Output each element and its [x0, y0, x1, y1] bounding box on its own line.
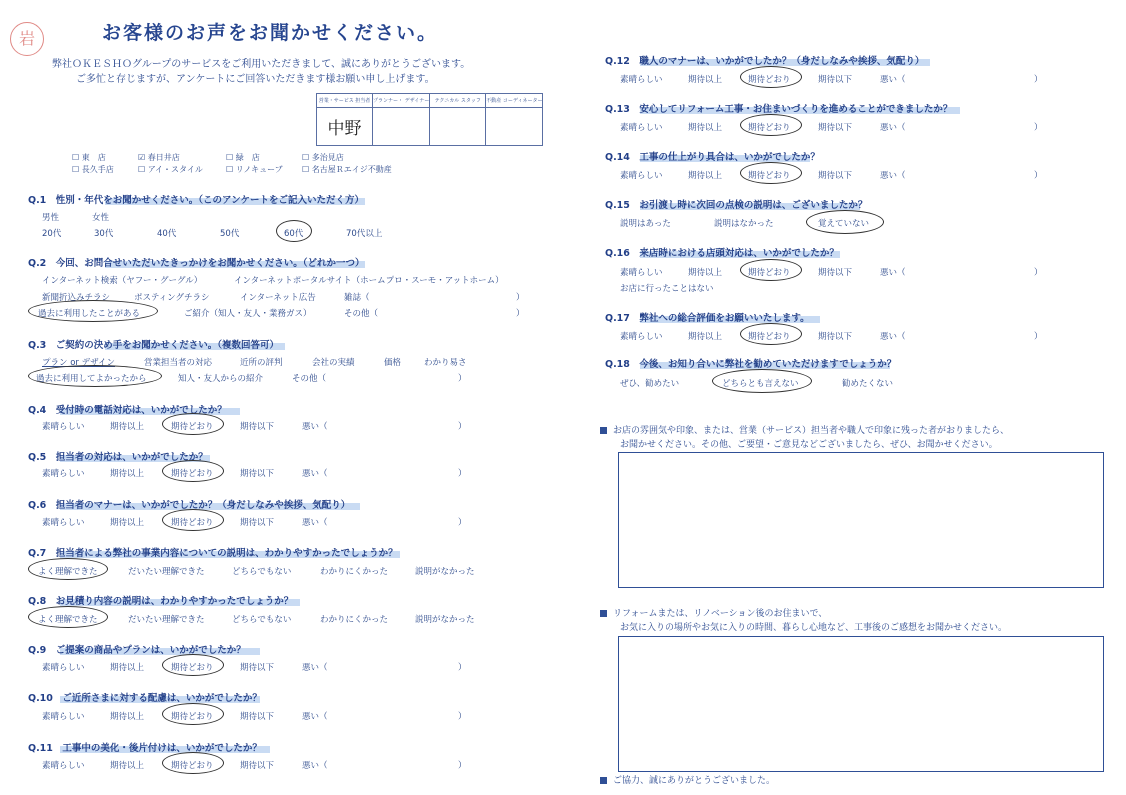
option[interactable]: 悪い（: [302, 712, 328, 722]
option[interactable]: 素晴らしい: [42, 518, 85, 528]
option[interactable]: 説明がなかった: [415, 567, 475, 577]
selection-circle: [162, 509, 224, 531]
store-checkbox[interactable]: ☐ 名古屋Ｒエイジ不動産: [302, 165, 392, 174]
option-selected[interactable]: 期待どおり: [171, 663, 214, 673]
selection-circle: [162, 654, 224, 676]
option[interactable]: 説明はなかった: [714, 219, 774, 229]
paren-close: ）: [458, 663, 467, 673]
q12-heading: Q.12 職人のマナーは、いかがでしたか？（身だしなみや挨拶、気配り）: [605, 56, 925, 67]
option-selected[interactable]: 期待どおり: [171, 712, 214, 722]
option[interactable]: ぜひ、勧めたい: [620, 379, 680, 389]
option[interactable]: 悪い（: [880, 268, 906, 278]
staff-header: 不動産 コーディネーター: [486, 94, 543, 108]
option[interactable]: 期待以下: [818, 123, 853, 133]
option[interactable]: ポスティングチラシ: [134, 293, 210, 303]
paren-close: ）: [516, 293, 525, 303]
option[interactable]: 期待以上: [688, 123, 723, 133]
option[interactable]: インターネットポータルサイト（ホームプロ・スーモ・アットホーム）: [234, 276, 504, 286]
staff-header: プランナー・ デザイナー: [373, 94, 430, 108]
option[interactable]: わかり易さ: [424, 358, 467, 368]
option-selected[interactable]: 覚えていない: [818, 219, 870, 229]
option-selected[interactable]: よく理解できた: [38, 615, 98, 625]
selection-circle: [806, 210, 884, 234]
option[interactable]: 説明はあった: [620, 219, 671, 229]
option[interactable]: だいたい理解できた: [128, 615, 205, 625]
q11-heading: Q.11 工事中の美化・後片付けは、いかがでしたか？: [28, 743, 262, 754]
selection-circle: [712, 369, 812, 393]
q9-heading: Q.9 ご提案の商品やプランは、いかがでしたか？: [28, 645, 246, 656]
store-checkbox[interactable]: ☐ 多治見店: [302, 153, 344, 162]
square-bullet-icon: [600, 427, 607, 434]
square-bullet-icon: [600, 610, 607, 617]
option[interactable]: その他（: [344, 309, 379, 319]
option[interactable]: 悪い（: [302, 518, 328, 528]
seal-stamp: 岩: [10, 22, 44, 56]
option[interactable]: 悪い（: [302, 422, 328, 432]
paren-close: ）: [1034, 123, 1043, 133]
option[interactable]: 悪い（: [302, 663, 328, 673]
option[interactable]: 素晴らしい: [42, 663, 85, 673]
option[interactable]: 期待以下: [240, 422, 275, 432]
q1-heading: Q.1 性別・年代をお聞かせください。（このアンケートをご記入いただく方）: [28, 195, 364, 206]
store-checkbox[interactable]: ☐ リノキューブ: [226, 165, 283, 174]
option[interactable]: 素晴らしい: [620, 268, 663, 278]
option[interactable]: 期待以下: [240, 761, 275, 771]
square-bullet-icon: [600, 777, 607, 784]
option[interactable]: 期待以下: [240, 469, 275, 479]
staff-cell[interactable]: [373, 108, 430, 146]
option[interactable]: 期待以下: [818, 171, 853, 181]
paren-close: ）: [458, 518, 467, 528]
option[interactable]: 70代以上: [346, 229, 383, 239]
paren-close: ）: [1034, 171, 1043, 181]
option[interactable]: 素晴らしい: [620, 332, 663, 342]
store-checkbox[interactable]: ☐ アイ・スタイル: [138, 165, 203, 174]
option-selected[interactable]: 過去に利用したことがある: [38, 309, 141, 319]
intro-line-2: ご多忙と存じますが、アンケートにご回答いただきます様お願い申し上げます。: [76, 74, 435, 85]
selection-circle: [28, 300, 158, 322]
store-checkbox[interactable]: ☐ 東 店: [72, 153, 106, 162]
option[interactable]: 期待以下: [818, 332, 853, 342]
option[interactable]: 期待以下: [818, 268, 853, 278]
option[interactable]: インターネット広告: [240, 293, 316, 303]
selection-circle: [162, 752, 224, 774]
option[interactable]: 40代: [157, 229, 177, 239]
free-comment-box-1[interactable]: [618, 452, 1104, 588]
selection-circle: [28, 365, 162, 387]
free-comment-box-2[interactable]: [618, 636, 1104, 772]
option[interactable]: 素晴らしい: [620, 123, 663, 133]
free2-prompt-1: リフォームまたは、リノベーション後のお住まいで、: [600, 606, 827, 619]
selection-circle: [740, 323, 802, 345]
staff-header: 営業・サービス 担当者: [317, 94, 373, 108]
option[interactable]: インターネット検索（ヤフー・グーグル）: [42, 276, 203, 286]
selection-circle: [740, 259, 802, 281]
q18-heading: Q.18 今後、お知り合いに弊社を勧めていただけますでしょうか？: [605, 359, 897, 370]
q16-heading: Q.16 来店時における店頭対応は、いかがでしたか？: [605, 248, 839, 259]
q3-heading: Q.3 ご契約の決め手をお聞かせください。（複数回答可）: [28, 340, 280, 351]
option[interactable]: ご紹介（知人・友人・業務ガス）: [184, 309, 312, 319]
option[interactable]: 期待以下: [240, 663, 275, 673]
option[interactable]: 期待以下: [818, 75, 853, 85]
option[interactable]: 悪い（: [880, 332, 906, 342]
option-selected[interactable]: 期待どおり: [171, 518, 214, 528]
intro-line-1: 弊社ＯＫＥＳＨＯグループのサービスをご利用いただきまして、誠にありがとうございます。: [52, 59, 471, 70]
staff-table: [316, 93, 543, 146]
option[interactable]: お店に行ったことはない: [620, 284, 714, 294]
option[interactable]: 悪い（: [302, 469, 328, 479]
option[interactable]: 50代: [220, 229, 240, 239]
option[interactable]: 説明がなかった: [415, 615, 475, 625]
free1-prompt-1: お店の雰囲気や印象、または、営業（サービス）担当者や職人で印象に残った者がおりましたら、: [600, 423, 1009, 436]
option-selected[interactable]: 期待どおり: [748, 123, 791, 133]
option-selected[interactable]: どちらとも言えない: [722, 379, 799, 389]
option-selected[interactable]: 期待どおり: [748, 332, 791, 342]
staff-cell[interactable]: [430, 108, 486, 146]
q7-heading: Q.7 担当者による弊社の事業内容についての説明は、わかりやすかったでしょうか？: [28, 548, 398, 559]
paren-close: ）: [458, 712, 467, 722]
option[interactable]: 勧めたくない: [842, 379, 894, 389]
paren-close: ）: [1034, 332, 1043, 342]
option[interactable]: 悪い（: [302, 761, 328, 771]
option[interactable]: わかりにくかった: [320, 567, 389, 577]
selection-circle: [28, 606, 108, 628]
free2-prompt-2: お気に入りの場所やお気に入りの時間、暮らし心地など、工事後のご感想をお聞かせください。: [620, 623, 1008, 633]
option[interactable]: 女性: [92, 213, 110, 223]
option-selected[interactable]: 期待どおり: [171, 469, 214, 479]
staff-header: テクニカル スタッフ: [430, 94, 486, 108]
option[interactable]: 期待以上: [110, 712, 145, 722]
option[interactable]: どちらでもない: [232, 567, 292, 577]
option[interactable]: 期待以上: [688, 268, 723, 278]
option[interactable]: 期待以上: [110, 518, 145, 528]
thanks-line: ご協力、誠にありがとうございました。: [600, 773, 775, 786]
q13-heading: Q.13 安心してリフォーム工事・お住まいづくりを進めることができましたか？: [605, 104, 953, 115]
q17-heading: Q.17 弊社への総合評価をお願いいたします。: [605, 313, 810, 324]
paren-close: ）: [458, 422, 467, 432]
option[interactable]: 素晴らしい: [42, 761, 85, 771]
option[interactable]: 期待以上: [110, 422, 145, 432]
selection-circle: [276, 220, 312, 242]
q8-heading: Q.8 お見積り内容の説明は、わかりやすかったでしょうか？: [28, 596, 294, 607]
option[interactable]: 営業担当者の対応: [144, 358, 213, 368]
option[interactable]: プラン or デザイン: [42, 358, 116, 368]
store-checkbox[interactable]: ☑ 春日井店: [138, 153, 180, 162]
selection-circle: [740, 162, 802, 184]
option[interactable]: 素晴らしい: [620, 171, 663, 181]
option-selected[interactable]: 期待どおり: [171, 761, 214, 771]
option[interactable]: 期待以上: [688, 75, 723, 85]
q15-heading: Q.15 お引渡し時に次回の点検の説明は、ございましたか？: [605, 200, 868, 211]
option[interactable]: 素晴らしい: [42, 422, 85, 432]
option[interactable]: 悪い（: [880, 171, 906, 181]
option[interactable]: 知人・友人からの紹介: [178, 374, 264, 384]
option[interactable]: 素晴らしい: [620, 75, 663, 85]
option[interactable]: だいたい理解できた: [128, 567, 205, 577]
paren-close: ）: [458, 761, 467, 771]
option-selected[interactable]: よく理解できた: [38, 567, 98, 577]
staff-cell[interactable]: [486, 108, 543, 146]
option[interactable]: 期待以上: [110, 663, 145, 673]
selection-circle: [162, 413, 224, 435]
option[interactable]: 近所の評判: [240, 358, 283, 368]
q5-heading: Q.5 担当者の対応は、いかがでしたか？: [28, 452, 208, 463]
option-selected[interactable]: 期待どおり: [748, 75, 791, 85]
q14-heading: Q.14 工事の仕上がり具合は、いかがでしたか？: [605, 152, 820, 163]
option-selected[interactable]: 期待どおり: [171, 422, 214, 432]
free1-prompt-2: お聞かせください。その他、ご要望・ご意見などございましたら、ぜひ、お聞かせください。: [620, 440, 998, 450]
option[interactable]: 期待以下: [240, 712, 275, 722]
paren-close: ）: [1034, 268, 1043, 278]
option[interactable]: 20代: [42, 229, 62, 239]
option-selected[interactable]: 期待どおり: [748, 171, 791, 181]
option[interactable]: 悪い（: [880, 123, 906, 133]
selection-circle: [740, 66, 802, 88]
paren-close: ）: [1034, 75, 1043, 85]
option[interactable]: 期待以上: [688, 332, 723, 342]
option[interactable]: 男性: [42, 213, 60, 223]
option-selected[interactable]: 期待どおり: [748, 268, 791, 278]
paren-close: ）: [458, 374, 467, 384]
q2-heading: Q.2 今回、お問合せいただいたきっかけをお聞かせください。（どれか一つ）: [28, 258, 365, 269]
q6-heading: Q.6 担当者のマナーは、いかがでしたか？（身だしなみや挨拶、気配り）: [28, 500, 351, 511]
option[interactable]: どちらでもない: [232, 615, 292, 625]
option[interactable]: その他（: [292, 374, 327, 384]
option[interactable]: 雑誌（: [344, 293, 370, 303]
option-selected[interactable]: 60代: [284, 229, 304, 239]
option[interactable]: 期待以上: [688, 171, 723, 181]
store-checkbox[interactable]: ☐ 長久手店: [72, 165, 114, 174]
q4-heading: Q.4 受付時の電話対応は、いかがでしたか？: [28, 405, 227, 416]
option-selected[interactable]: 過去に利用してよかったから: [36, 374, 147, 384]
q10-heading: Q.10 ご近所さまに対する配慮は、いかがでしたか？: [28, 693, 262, 704]
option[interactable]: 素晴らしい: [42, 712, 85, 722]
option[interactable]: 期待以下: [240, 518, 275, 528]
option[interactable]: わかりにくかった: [320, 615, 389, 625]
paren-close: ）: [516, 309, 525, 319]
page-title: お客様のお声をお聞かせください。: [102, 22, 439, 44]
paren-close: ）: [458, 469, 467, 479]
option[interactable]: 30代: [94, 229, 114, 239]
selection-circle: [740, 114, 802, 136]
store-checkbox[interactable]: ☐ 緑 店: [226, 153, 260, 162]
option[interactable]: 悪い（: [880, 75, 906, 85]
selection-circle: [162, 703, 224, 725]
selection-circle: [162, 460, 224, 482]
selection-circle: [28, 558, 108, 580]
staff-signature[interactable]: 中野: [317, 108, 373, 146]
option[interactable]: 期待以上: [110, 469, 145, 479]
option[interactable]: 会社の実績: [312, 358, 355, 368]
option[interactable]: 素晴らしい: [42, 469, 85, 479]
option[interactable]: 新聞折込みチラシ: [42, 293, 111, 303]
option[interactable]: 価格: [384, 358, 402, 368]
option[interactable]: 期待以上: [110, 761, 145, 771]
